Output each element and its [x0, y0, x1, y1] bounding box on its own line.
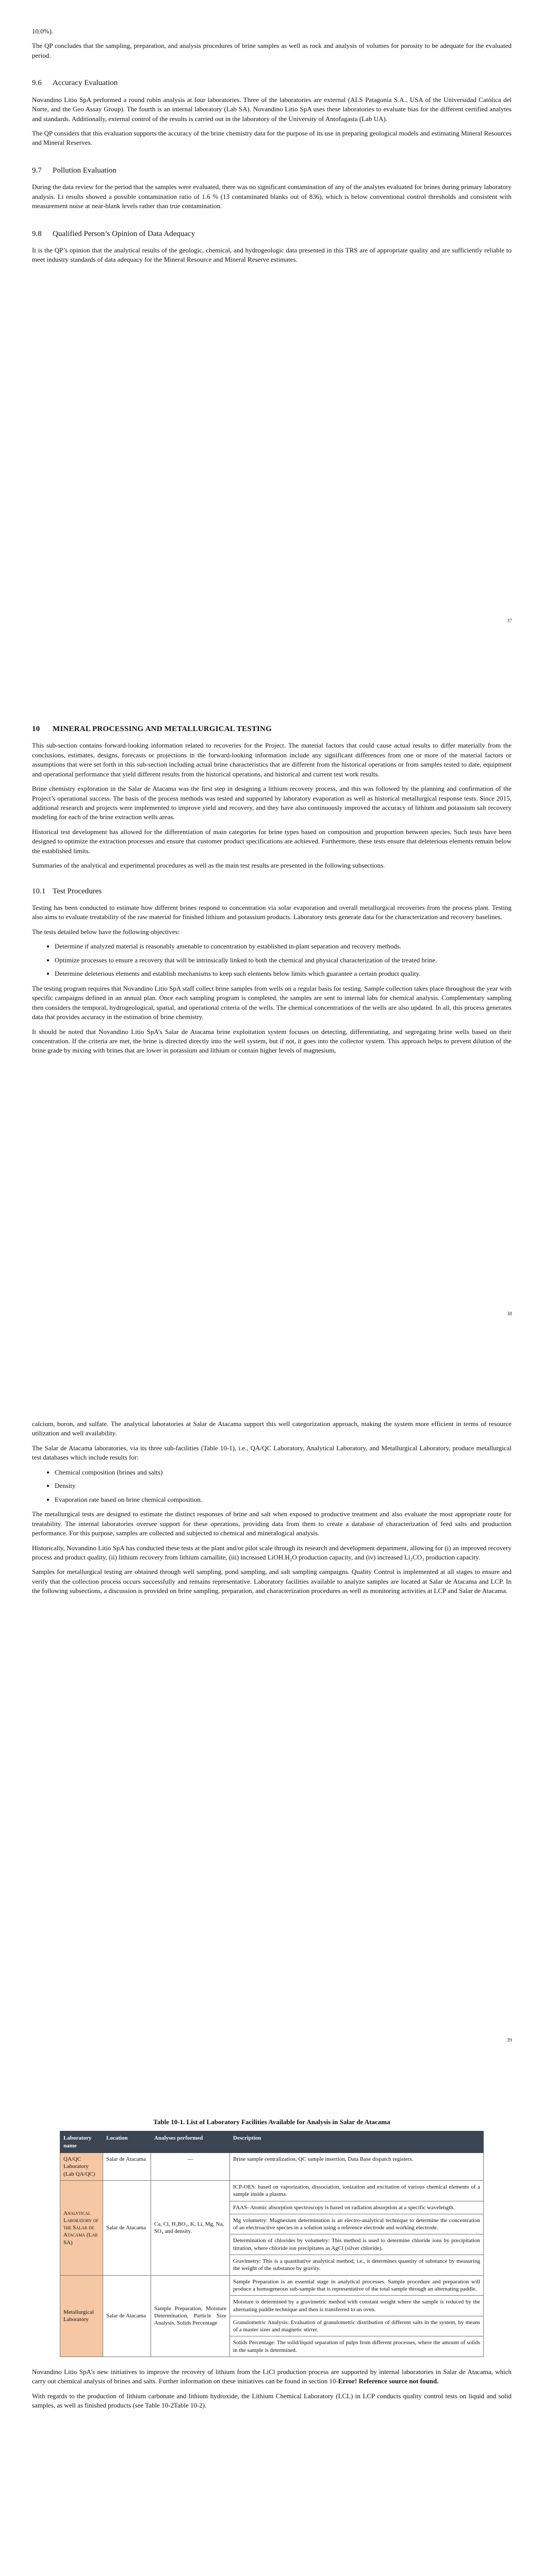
results-list	[32, 1468, 512, 1504]
cell-analyses: Sample Preparation, Moisture Determination, Particle Size Analysis, Solids Percentage	[151, 2275, 230, 2357]
cell-description: Granulometric Analysis: Evaluation of granulometric distribution of different salts in the system, by means of a master sizer and magnetic stirrer.	[230, 2316, 484, 2336]
page-4	[0, 2107, 544, 2576]
paragraph: The Salar de Atacama laboratories, via its three sub-facilities (Table 10-1), i.e., QA/QC Laboratory, Analytical Laboratory, and Metallurgical Laboratory, produce metallurgical test databases which include results for:	[32, 1444, 512, 1462]
header-cell: Description	[230, 2131, 484, 2153]
page-2	[0, 703, 544, 1388]
table-header-row	[60, 2131, 484, 2153]
cell-analyses: —	[151, 2153, 230, 2181]
paragraph: It is the QP’s opinion that the analytical results of the geologic, chemical, and hydrogeologic data presented in this TRS are of appropriate quality and are sufficiently reliable to meet industry standards of data adequacy for the Mineral Resource and Mineral Reserve estimates.	[32, 246, 512, 264]
section-heading-10-1: 10.1 Test Procedures	[32, 887, 102, 895]
page-number: 37	[507, 618, 512, 624]
list-item: • Determine deleterious elements and establish mechanisms to keep such elements below limits which guarantee a certain product quality.	[55, 969, 512, 978]
fragment-text: 10.0%).	[32, 27, 54, 35]
section-heading-9-8: 9.8 Qualified Person’s Opinion of Data Adequacy	[32, 229, 195, 238]
cell-description: FAAS- Atomic absorption spectroscopy is based on radiation absorption at a specific wavelength.	[230, 2201, 484, 2214]
table-row	[60, 2153, 484, 2181]
paragraph: Historically, Novandino Litio SpA has conducted these tests at the plant and/or pilot scale through its research and development department, allowing for (i) an improved recovery process and product quality, (ii) lithium recovery from lithium carnallite, (iii) increased LiOH.H₂O production capacity, and (iv) increased Li₂CO₃ production capacity.	[32, 1544, 512, 1561]
list-item: • Density	[55, 1481, 512, 1490]
table-row	[60, 2180, 484, 2201]
paragraph: Samples for metallurgical testing are obtained through well sampling, pond sampling, and salt sampling campaigns. Quality Control is implemented at all stages to ensure and verify that the collection process occurs successfully and remains representative. Laboratory facilities available to analyze samples are located at Salar de Atacama and LCP. In the following subsections, a discussion is provided on brine sampling, preparation, and characterization procedures as well as monitoring activities at LCP and Salar de Atacama.	[32, 1568, 512, 1595]
list-item: • Evaporation rate based on brine chemical composition.	[55, 1495, 512, 1504]
table-caption: Table 10-1. List of Laboratory Facilities Available for Analysis in Salar de Atacama	[153, 2118, 390, 2126]
paragraph: The QP concludes that the sampling, preparation, and analysis procedures of brine samples as well as rock and analysis of volumes for porosity to be adequate for the evaluated period.	[32, 42, 512, 59]
cell-description: Sample Preparation is an essential stage in analytical processes. Sample procedure and preparation will produce a homogeneous sub-sample that is representative of the total sample through an alternating paddle.	[230, 2275, 484, 2296]
page-2-content	[32, 724, 512, 1061]
page-1-content	[32, 27, 512, 270]
page-number: 39	[507, 2038, 512, 2043]
page-3	[0, 1404, 544, 2089]
section-heading-9-7: 9.7 Pollution Evaluation	[32, 166, 117, 175]
header-cell: Laboratory name	[60, 2131, 103, 2153]
reference-error: Error! Reference source not found.	[338, 2377, 439, 2385]
cell-lab-name: QA/QC Laboratory (Lab QA/QC)	[60, 2153, 103, 2181]
paragraph: Historical test development has allowed for the differentiation of main categories for brine types based on composition and proportion between species. Such tests have been designed to optimize the extraction processes and ensure that customer product specifications are achieved. Furthermore, these tests ensure that deleterious elements remain below the established limits.	[32, 827, 512, 855]
cell-description: Mg volumetry: Magnesium determination is an electro-analytical technique to determine the concentration of an electroactive species in a solution using a reference electrode and working electrode.	[230, 2214, 484, 2234]
cell-analyses: Ca, Cl, H₃BO₃, K, Li, Mg, Na, SO₄ and density.	[151, 2180, 230, 2275]
paragraph: Summaries of the analytical and experimental procedures as well as the main test results are presented in the following subsections.	[32, 861, 385, 870]
paragraph: The metallurgical tests are designed to estimate the distinct responses of brine and salt when exposed to productive treatment and also evaluate the most appropriate route for treatability. The internal laboratories oversee support for these operations, providing data from them to create a database of characterization of feed salts and production performance. For this purpose, samples are collected and subjected to chemical and mineralogical analysis.	[32, 1510, 512, 1537]
cell-lab-name: Metallurgical Laboratory	[60, 2275, 103, 2357]
list-item: • Determine if analyzed material is reasonably amenable to concentration by established in-plant separation and recovery methods.	[55, 942, 512, 951]
paragraph: The QP considers that this evaluation supports the accuracy of the brine chemistry data for the purpose of its use in preparing geological models and estimating Mineral Resources and Mineral Reserves.	[32, 129, 512, 147]
list-item: • Optimize processes to ensure a recovery that will be intrinsically linked to both the chemical and physical characterization of the treated brine.	[55, 956, 512, 965]
paragraph: With regards to the production of lithium carbonate and lithium hydroxide, the Lithium Chemical Laboratory (LCL) in LCP conducts quality control tests on liquid and solid samples, as well as finished products (see Table 10-2Table 10-2).	[32, 2392, 512, 2410]
section-heading-9-6: 9.6 Accuracy Evaluation	[32, 79, 118, 88]
paragraph: The tests detailed below have the following objectives:	[32, 927, 180, 936]
page-number: 38	[507, 1311, 512, 1317]
cell-location: Salar de Atacama	[103, 2275, 151, 2357]
paragraph: This sub-section contains forward-looking information related to recoveries for the Project. The material factors that could cause actual results to differ materially from the conclusions, estimates, designs, forecasts or projections in the forward-looking information include any significant differences from one or more of the material factors or assumptions that were set forth in this sub-section including actual brine characteristics that are different from the historical operations or from samples tested to date, equipment and operational performance that yield different results from the historical operations, and historical and current test work results.	[32, 741, 512, 778]
page-1	[0, 0, 544, 685]
page-3-content	[32, 1419, 512, 1601]
objectives-list	[32, 942, 512, 978]
header-cell: Location	[103, 2131, 151, 2153]
cell-location: Salar de Atacama	[103, 2153, 151, 2181]
cell-description: Brine sample centralization, QC sample insertion, Data Base dispatch registers.	[230, 2153, 484, 2181]
paragraph: calcium, boron, and sulfate. The analytical laboratories at Salar de Atacama support this well categorization approach, making the system more efficient in terms of resource utilization and well availability.	[32, 1420, 512, 1437]
paragraph: Novandino Litio SpA’s new initiatives to improve the recovery of lithium from the LiCl production process are supported by internal laboratories in Salar de Atacama, which carry out chemical analysis of brines and salts. Further information on these initiatives can be found in section 10-Error! Reference source not found.	[32, 2367, 512, 2385]
laboratory-table	[60, 2131, 484, 2357]
header-cell: Analyses performed	[151, 2131, 230, 2153]
paragraph: It should be noted that Novandino Litio SpA’s Salar de Atacama brine exploitation system focuses on detecting, differentiating, and segregating brine wells based on their concentration. If the criteria are met, the brine is directed directly into the well system, but if not, it goes into the collector system. This approach helps to prevent dilution of the brine grade by mixing with brines that are lower in potassium and lithium or contain higher levels of magnesium,	[32, 1027, 512, 1055]
list-item: • Chemical composition (brines and salts)	[55, 1468, 512, 1477]
table-row	[60, 2275, 484, 2296]
paragraph: The testing program requires that Novandino Litio SpA staff collect brine samples from wells on a regular basis for testing. Sample collection takes place throughout the year with specific campaigns defined in an annual plan. Once each sampling program is completed, the samples are sent to internal labs for chemical analysis. Complementary sampling then considers the temporal, hydrogeological, spatial, and operational criteria of the wells. The chemical concentrations of the wells are also updated. In all, this process generates data that provides accuracy in the estimation of brine chemistry.	[32, 984, 512, 1021]
paragraph: Testing has been conducted to estimate how different brines respond to concentration via solar evaporation and overall metallurgical recoveries from the process plant. Testing also aims to evaluate treatability of the raw material for finished lithium and potassium products. Laboratory tests generate data for the characterization and recovery baselines.	[32, 904, 512, 921]
cell-description: Solids Percentage: The solid/liquid separation of pulps from different processes, where the amount of solids in the sample is determined.	[230, 2336, 484, 2357]
page-4-content	[32, 2117, 512, 2416]
paragraph: Novandino Litio SpA performed a round robin analysis at four laboratories. Three of the laboratories are external (ALS Patagonia S.A., USA of the Universidad Católica del Norte, and the Geo Assay Group). The fourth is an internal laboratory (Lab SA). Novandino Litio SpA uses these laboratories to evaluate bias for the different certified analytes and standards. Additionally, external control of the results is carried out in the laboratory of the University of Antofagasta (Lab UA).	[32, 95, 512, 123]
cell-lab-name: Analytical Laboratory of the Salar de Atacama (Lab SA)	[60, 2180, 103, 2275]
cell-description: Determination of chlorides by volumetry: This method is used to determine chloride ions by precipitation titration, where chloride ion precipitates as AgCl (silver chloride).	[230, 2234, 484, 2255]
paragraph: Brine chemistry exploration in the Salar de Atacama was the first step in designing a lithium recovery process, and this was followed by the planning and confirmation of the Project’s operational success. The basis of the process methods was tested and supported by laboratory evaporation as well as historical metallurgical response tests. Since 2015, additional research and projects were implemented to improve yield and recovery, and they have also continuously improved the accuracy of lithium and potassium salt recovery modeling for each of the brine extraction wells areas.	[32, 785, 512, 821]
cell-description: Moisture is determined by a gravimetric method with constant weight where the sample is reduced by the alternating paddle technique and then is transferred to an oven.	[230, 2296, 484, 2316]
cell-location: Salar de Atacama	[103, 2180, 151, 2275]
chapter-heading-10: 10 MINERAL PROCESSING AND METALLURGICAL TESTING	[32, 725, 272, 733]
cell-description: ICP-OES: based on vaporization, dissociation, ionization and excitation of various chemical elements of a sample inside a plasma.	[230, 2180, 484, 2201]
cell-description: Gravimetry: This is a quantitative analytical method, i.e., it determines quantity of substance by measuring the weight of the substance by gravity.	[230, 2255, 484, 2276]
paragraph: During the data review for the period that the samples were evaluated, there was no significant contamination of any of the analytes evaluated for brines during primary laboratory analysis. Li results showed a possible contamination ratio of 1.6 % (13 contaminated blanks out of 836), which is below conventional control thresholds and consistent with measurement noise at near-blank levels rather than true contamination.	[32, 183, 512, 210]
